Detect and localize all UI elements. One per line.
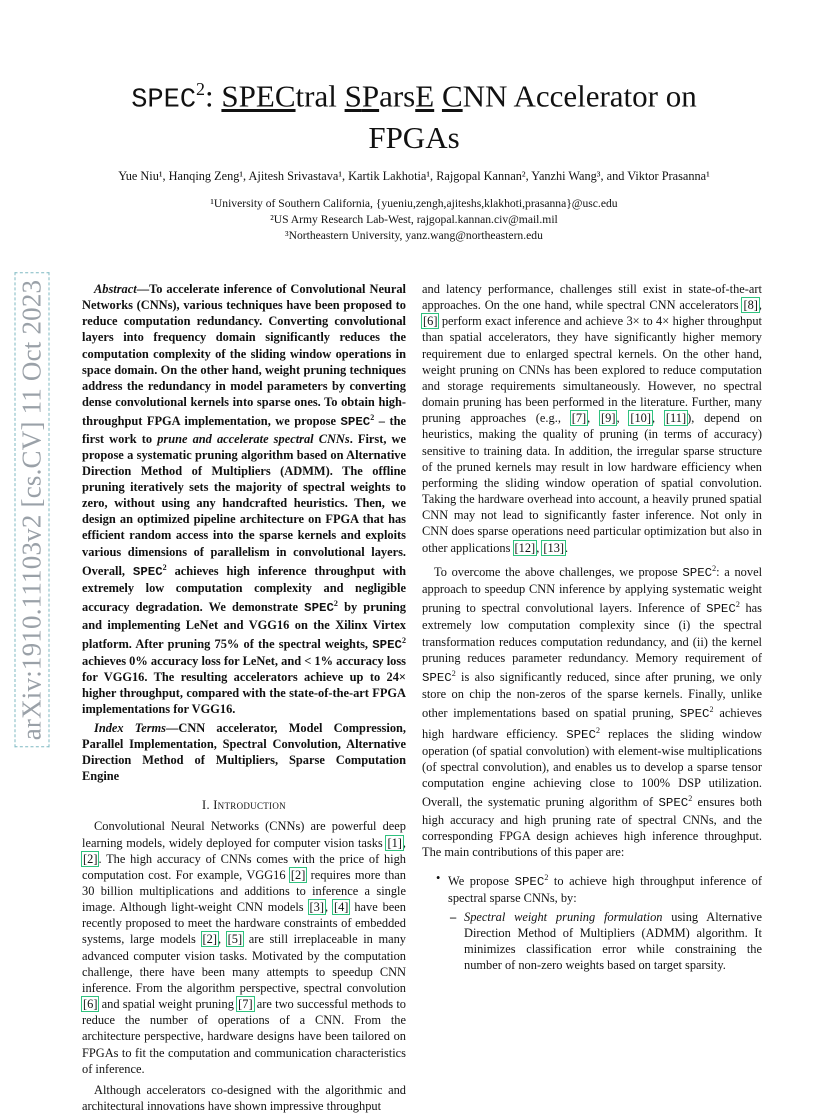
spec-name: SPEC	[682, 565, 713, 580]
citation-separator: ,	[536, 540, 543, 555]
affiliation-1: ¹University of Southern California, {yueniu,zengh,ajiteshs,klakhoti,prasanna}@usc.edu	[210, 197, 618, 210]
body-text: .	[565, 540, 569, 555]
index-terms-lead: Index Terms	[94, 720, 166, 735]
citation-separator: ,	[217, 932, 227, 947]
abstract-text-5: by pruning and implementing LeNet and VGG16 on the Xilinx Virtex platform. After pruning 75% of the spectral weights,	[82, 600, 406, 651]
spec-name: SPEC	[706, 602, 736, 617]
title-word-2-ars: ars	[379, 78, 416, 114]
spec-sup: 2	[451, 668, 456, 678]
citation-link[interactable]: [3]	[309, 900, 324, 915]
citation-link[interactable]: [7]	[571, 411, 587, 426]
citation-link[interactable]: [4]	[333, 900, 349, 915]
citation-separator: ,	[758, 298, 762, 313]
intro-text: . The high accuracy of CNNs comes with the price of high computation cost. For example, VGG16	[82, 851, 406, 882]
intro-text: have been recently proposed to meet the hardware constraints of embedded systems, large models	[82, 900, 406, 947]
index-terms	[82, 720, 406, 785]
spec-sup: 2	[595, 725, 600, 735]
title-word-2-s: S	[344, 78, 362, 114]
citation-separator: ,	[616, 411, 630, 426]
citation-link[interactable]: [6]	[83, 997, 98, 1012]
citation-link[interactable]: [7]	[238, 997, 253, 1012]
spec-name: SPEC	[679, 707, 710, 722]
citation-link[interactable]: [1]	[387, 835, 402, 850]
citation-link[interactable]: [6]	[423, 314, 438, 329]
spec-name: SPEC	[658, 796, 689, 811]
citation-separator: ,	[587, 411, 601, 426]
title-colon: :	[205, 78, 214, 114]
spec-sup: 2	[735, 600, 740, 610]
affiliations	[80, 196, 748, 244]
spec-name: SPEC	[514, 875, 545, 890]
spec-name: SPEC	[372, 637, 402, 652]
spec-sup: 2	[401, 635, 406, 645]
citation-separator: ,	[324, 900, 333, 915]
col2-paragraph-1	[422, 281, 762, 556]
citation-separator: ,	[652, 411, 665, 426]
contributions-list	[422, 870, 762, 973]
title-sup: 2	[196, 79, 206, 99]
citation-link[interactable]: [12]	[514, 540, 536, 555]
body-text: to achieve high throughput inference of spectral sparse CNNs, by:	[448, 874, 762, 906]
body-text: To overcome the above challenges, we propose	[434, 564, 683, 579]
title-word-1-rest: tral	[295, 78, 337, 114]
intro-paragraph-2: Although accelerators co-designed with the algorithmic and architectural innovations have shown impressive throughput	[82, 1082, 406, 1113]
body-text: using Alternative Direction Method of Multipliers (ADMM) algorithm. It minimizes classification error while constraining the number of non-zero weights based on target sparsity.	[464, 909, 762, 972]
col2-paragraph-2	[422, 561, 762, 860]
abstract-text-4: achieves high inference throughput with extremely low computation complexity and negligible accuracy degradation. We demonstrate	[82, 563, 406, 615]
body-text: achieves high hardware efficiency.	[422, 706, 762, 741]
abstract-text-6: achieves 0% accuracy loss for LeNet, and < 1% accuracy loss for VGG16. The resulting accelerators achieve up to 24× higher throughput, compared with the state-of-the-art FPGA implementations for VGG16.	[82, 653, 406, 717]
affiliation-2: ²US Army Research Lab-West, rajgopal.kannan.civ@mail.mil	[270, 213, 558, 226]
spec-name: SPEC	[422, 670, 452, 685]
citation-link[interactable]: [9]	[601, 411, 616, 426]
spec-name: SPEC	[566, 727, 596, 742]
body-text: ), depend on heuristics, making the quality of pruning (in terms of accuracy) sensitive to training data. In addition, the irregular sparse structure of the pruned kernels may result in low hardware efficiency when performing the sliding window operation of spatial convolution. Taking the hardware overhead into account, a heavily pruned spatial CNN may not lead to significantly faster inference. Not only in CNN does sparse operations need particular optimization but also in other applications	[422, 411, 763, 555]
contribution-sublist	[448, 909, 762, 974]
arxiv-identifier[interactable]: arXiv:1910.11103v2 [cs.CV] 11 Oct 2023	[15, 273, 50, 748]
intro-paragraph-1	[82, 818, 406, 1077]
spec-sup: 2	[709, 705, 714, 715]
citation-separator: ,	[402, 835, 406, 850]
abstract-text-2: – the first work to	[82, 414, 406, 446]
title-spec: SPEC	[131, 85, 197, 116]
author-list: Yue Niu¹, Hanqing Zeng¹, Ajitesh Srivastava¹, Kartik Lakhotia¹, Rajgopal Kannan², Yanzhi Wang³, and Viktor Prasanna¹	[118, 169, 710, 183]
arxiv-sidebar	[14, 260, 50, 760]
contribution-subitem	[448, 909, 762, 974]
intro-text: Convolutional Neural Networks (CNNs) are powerful deep learning models, widely deployed for computer vision tasks	[82, 819, 406, 850]
citation-link[interactable]: [8]	[743, 298, 758, 313]
spec-sup: 2	[544, 873, 549, 883]
index-terms-text: —CNN accelerator, Model Compression, Parallel Implementation, Spectral Convolution, Alternative Direction Method of Multipliers, Sparse Computation Engine	[82, 720, 406, 784]
citation-link[interactable]: [5]	[227, 932, 243, 947]
abstract-text-3: . First, we propose a systematic pruning algorithm based on Alternative Direction Method of Multipliers (ADMM). The offline pruning iteratively sets the majority of spectral weights to zero, without using any handcrafted heuristics. Then, we design an optimized pipeline architecture on FPGA that has efficient random access into the sparse kernels and exploits various dimensions of parallelism in convolutional layers. Overall,	[82, 431, 406, 578]
spec-name: SPEC	[132, 564, 163, 579]
body-text: and latency performance, challenges still exist in state-of-the-art approaches. On the one hand, while spectral CNN accelerators	[422, 282, 762, 313]
body-text: is also significantly reduced, since after pruning, we only store on chip the non-zeros of the sparse kernels. Finally, unlike other implementations based on spatial pruning,	[422, 669, 762, 721]
intro-text: requires more than 30 billion multiplications and additions to inference a single image. Although light-weight CNN models	[82, 867, 406, 915]
right-column	[422, 281, 762, 973]
left-column	[82, 281, 406, 1114]
title-word-3-c: C	[441, 78, 463, 114]
paper-title	[80, 70, 748, 157]
body-text: ensures both high accuracy and high pruning rate of spectral CNNs, and the corresponding FPGA design achieves high inference throughput. The main contributions of this paper are:	[422, 795, 762, 859]
intro-text: and spatial weight pruning	[98, 997, 238, 1012]
citation-link[interactable]: [10]	[630, 411, 652, 426]
subitem-emphasis: Spectral weight pruning formulation	[464, 909, 663, 924]
intro-text: are two successful methods to reduce the number of operations of a CNN. From the architecture perspective, hardware designs have been tailored on FPGAs to fit the computation and communication characteristics of inference.	[82, 997, 406, 1076]
abstract-lead: Abstract	[94, 282, 137, 296]
spec-sup: 2	[712, 563, 717, 573]
citation-link[interactable]: [2]	[290, 867, 306, 882]
abstract-text-1: —To accelerate inference of Convolutional Neural Networks (CNNs), various techniques have been proposed to reduce computation redundancy. Converting convolutional layers into frequency domain significantly reduces the computation complexity of the sliding window operations in space domain. On the other hand, weight pruning techniques address the redundancy in model parameters by converting dense convolutional kernels into sparse ones. To obtain high-throughput FPGA implementation, we propose	[82, 282, 406, 429]
spec-sup: 2	[370, 413, 375, 423]
body-text: We propose	[448, 874, 515, 889]
spec-sup: 2	[333, 599, 338, 609]
spec-name: SPEC	[340, 415, 371, 430]
body-text: replaces the sliding window operation (of spatial convolution) with element-wise multiplications (of spectral convolution), and enables us to develop a sparse tensor computation engine achieving close to 100% DSP utilization. Overall, the systematic pruning algorithm of	[422, 726, 762, 810]
contribution-item	[422, 870, 762, 973]
intro-text: are still irreplaceable in many advanced computer vision tasks. Motivated by the computation challenge, there have been many attempts to speedup CNN inference. From the algorithm perspective, spectral convolution	[82, 932, 407, 995]
body-text: : a novel approach to speedup CNN inference by applying systematic weight pruning to spectral convolutional layers. Inference of	[422, 564, 763, 616]
citation-link[interactable]: [13]	[543, 540, 565, 555]
title-line-2: FPGAs	[368, 120, 460, 156]
title-word-1-underlined: SPEC	[221, 78, 296, 114]
affiliation-3: ³Northeastern University, yanz.wang@northeastern.edu	[285, 229, 543, 242]
citation-link[interactable]: [2]	[83, 851, 98, 866]
citation-link[interactable]: [11]	[665, 411, 687, 426]
title-word-2-e: E	[415, 78, 435, 114]
body-text: has extremely low computation complexity since (i) the spectral transformation reduces computation redundancy, and (ii) the kernel pruning reduces parameter redundancy. Memory requirement of	[422, 601, 762, 665]
citation-link[interactable]: [2]	[202, 932, 217, 947]
abstract-emphasis: prune and accelerate spectral CNNs	[157, 431, 350, 446]
title-word-2-p: P	[361, 78, 380, 114]
spec-name: SPEC	[304, 601, 334, 616]
spec-sup: 2	[162, 562, 167, 572]
abstract	[82, 281, 406, 718]
title-word-3-rest: NN Accelerator on	[462, 78, 697, 114]
body-text: perform exact inference and achieve 3× to 4× higher throughput than spatial accelerators, they have significantly higher memory requirement due to enlarged spectral kernels. On the other hand, weight pruning on CNNs has been explored to reduce computation and storage requirements simultaneously. However, no spectral domain pruning has been performed in the literature. Further, many pruning approaches (e.g.,	[422, 314, 762, 426]
section-heading-introduction: I. Introduction	[202, 798, 286, 813]
spec-sup: 2	[688, 794, 693, 804]
